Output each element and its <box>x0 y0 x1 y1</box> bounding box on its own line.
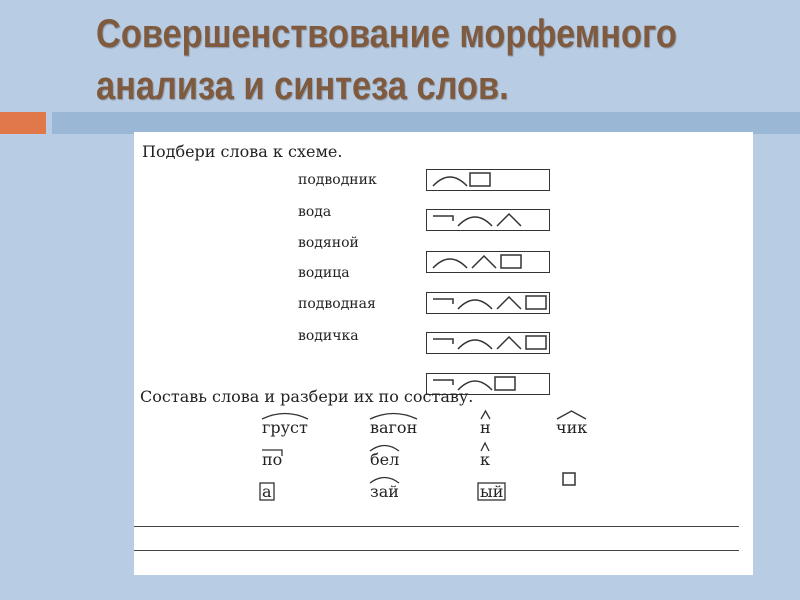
morpheme-scheme-box <box>426 169 550 191</box>
morpheme-scheme <box>427 293 548 312</box>
word-part: бел <box>370 450 400 469</box>
word-part: вагон <box>370 418 418 437</box>
suffix-mark-icon <box>476 408 495 443</box>
word-part: груст <box>262 418 308 437</box>
root-mark-icon <box>433 259 467 268</box>
suffix-mark-icon <box>472 256 496 268</box>
title-line-1: Совершенствование морфемного <box>96 12 677 56</box>
accent-bar-blue <box>52 112 800 134</box>
morpheme-scheme-box <box>426 292 550 314</box>
morpheme-scheme <box>427 252 548 271</box>
ending-mark-icon <box>526 336 546 349</box>
root-mark-icon <box>458 340 492 349</box>
word-part: по <box>262 450 283 469</box>
root-mark-icon <box>258 408 312 443</box>
answer-line <box>134 526 739 527</box>
task1-word: водица <box>298 265 350 281</box>
task1-instruction: Подбери слова к схеме. <box>142 142 343 161</box>
task2-instruction: Составь слова и разбери их по составу. <box>140 387 474 406</box>
root-mark-icon <box>458 217 492 226</box>
ending-square-icon <box>562 472 576 486</box>
task1-word: водяной <box>298 235 359 251</box>
morpheme-scheme-box <box>426 251 550 273</box>
answer-line <box>134 550 739 551</box>
root-mark-icon <box>458 300 492 309</box>
morpheme-scheme <box>427 210 548 229</box>
morpheme-scheme-box <box>426 209 550 231</box>
worksheet-image <box>134 132 753 575</box>
root-mark-icon <box>366 472 403 507</box>
prefix-mark-icon <box>433 339 453 344</box>
prefix-mark-icon <box>433 299 453 304</box>
morpheme-scheme-box <box>426 332 550 354</box>
word-part: ый <box>480 482 504 501</box>
suffix-mark-icon <box>497 214 521 226</box>
task1-word: водичка <box>298 328 359 344</box>
suffix-mark-icon <box>552 408 591 443</box>
root-mark-icon <box>366 408 421 443</box>
suffix-mark-icon <box>476 440 494 475</box>
slide-title <box>96 8 689 112</box>
root-mark-icon <box>366 440 403 475</box>
root-mark-icon <box>433 177 467 186</box>
ending-mark-icon <box>526 296 546 309</box>
ending-mark-icon <box>470 173 490 186</box>
ending-mark-icon <box>258 472 276 507</box>
accent-bar-orange <box>0 112 46 134</box>
word-part: а <box>262 482 272 501</box>
prefix-mark-icon <box>258 440 286 475</box>
word-part: чик <box>556 418 588 437</box>
suffix-mark-icon <box>497 337 521 349</box>
ending-mark-icon <box>476 472 507 507</box>
title-line-2: анализа и синтеза слов. <box>96 64 509 108</box>
prefix-mark-icon <box>433 380 453 385</box>
word-part: зай <box>370 482 399 501</box>
task1-word: подводник <box>298 172 377 188</box>
ending-mark-icon <box>495 377 515 390</box>
task1-word: вода <box>298 204 332 220</box>
word-part: н <box>480 418 491 437</box>
task1-word: подводная <box>298 296 376 312</box>
ending-mark-icon <box>501 255 521 268</box>
suffix-mark-icon <box>497 297 521 309</box>
prefix-mark-icon <box>433 216 453 221</box>
word-part: к <box>480 450 490 469</box>
morpheme-scheme <box>427 333 548 352</box>
morpheme-scheme <box>427 170 548 189</box>
